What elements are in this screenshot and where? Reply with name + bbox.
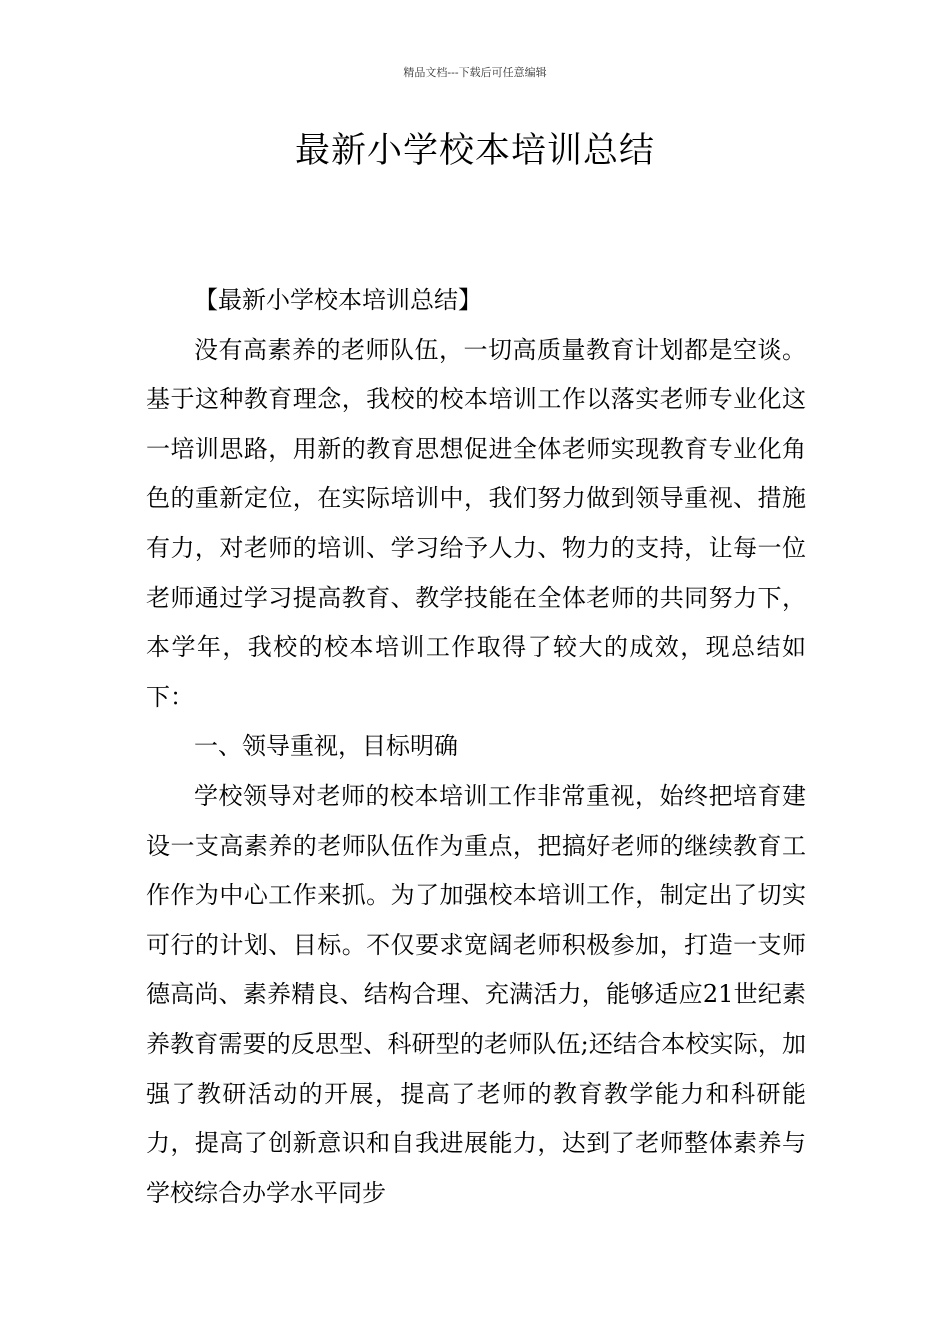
section-heading-1: 一、领导重视，目标明确 xyxy=(194,732,458,761)
header-note: 精品文档---下载后可任意编辑 xyxy=(403,66,547,79)
paragraph-section-1: 学校领导对老师的校本培训工作非常重视，始终把培育建设一支高素养的老师队伍作为重点，把搞好老师的继续教育工作作为中心工作来抓。为了加强校本培训工作，制定出了切实可行的计划、目标。不仅要求宽阔老师积极参加，打造一支师德高尚、素养精良、结构合理、充满活力，能够适应21世纪素养教育需要的反思型、科研型的老师队伍;还结合本校实际，加强了教研活动的开展，提高了老师的教育教学能力和科研能力，提高了创新意识和自我进展能力，达到了老师整体素养与学校综合办学水平同步 xyxy=(146,781,806,1207)
document-body xyxy=(146,276,806,1218)
paragraph-heading: 【最新小学校本培训总结】 xyxy=(194,286,482,314)
paragraph-intro: 没有高素养的老师队伍，一切高质量教育计划都是空谈。基于这种教育理念，我校的校本培训工作以落实老师专业化这一培训思路，用新的教育思想促进全体老师实现教育专业化角色的重新定位，在实际培训中，我们努力做到领导重视、措施有力，对老师的培训、学习给予人力、物力的支持，让每一位老师通过学习提高教育、教学技能在全体老师的共同努力下，本学年，我校的校本培训工作取得了较大的成效，现总结如下： xyxy=(146,335,806,711)
document-title: 最新小学校本培训总结 xyxy=(294,131,655,171)
